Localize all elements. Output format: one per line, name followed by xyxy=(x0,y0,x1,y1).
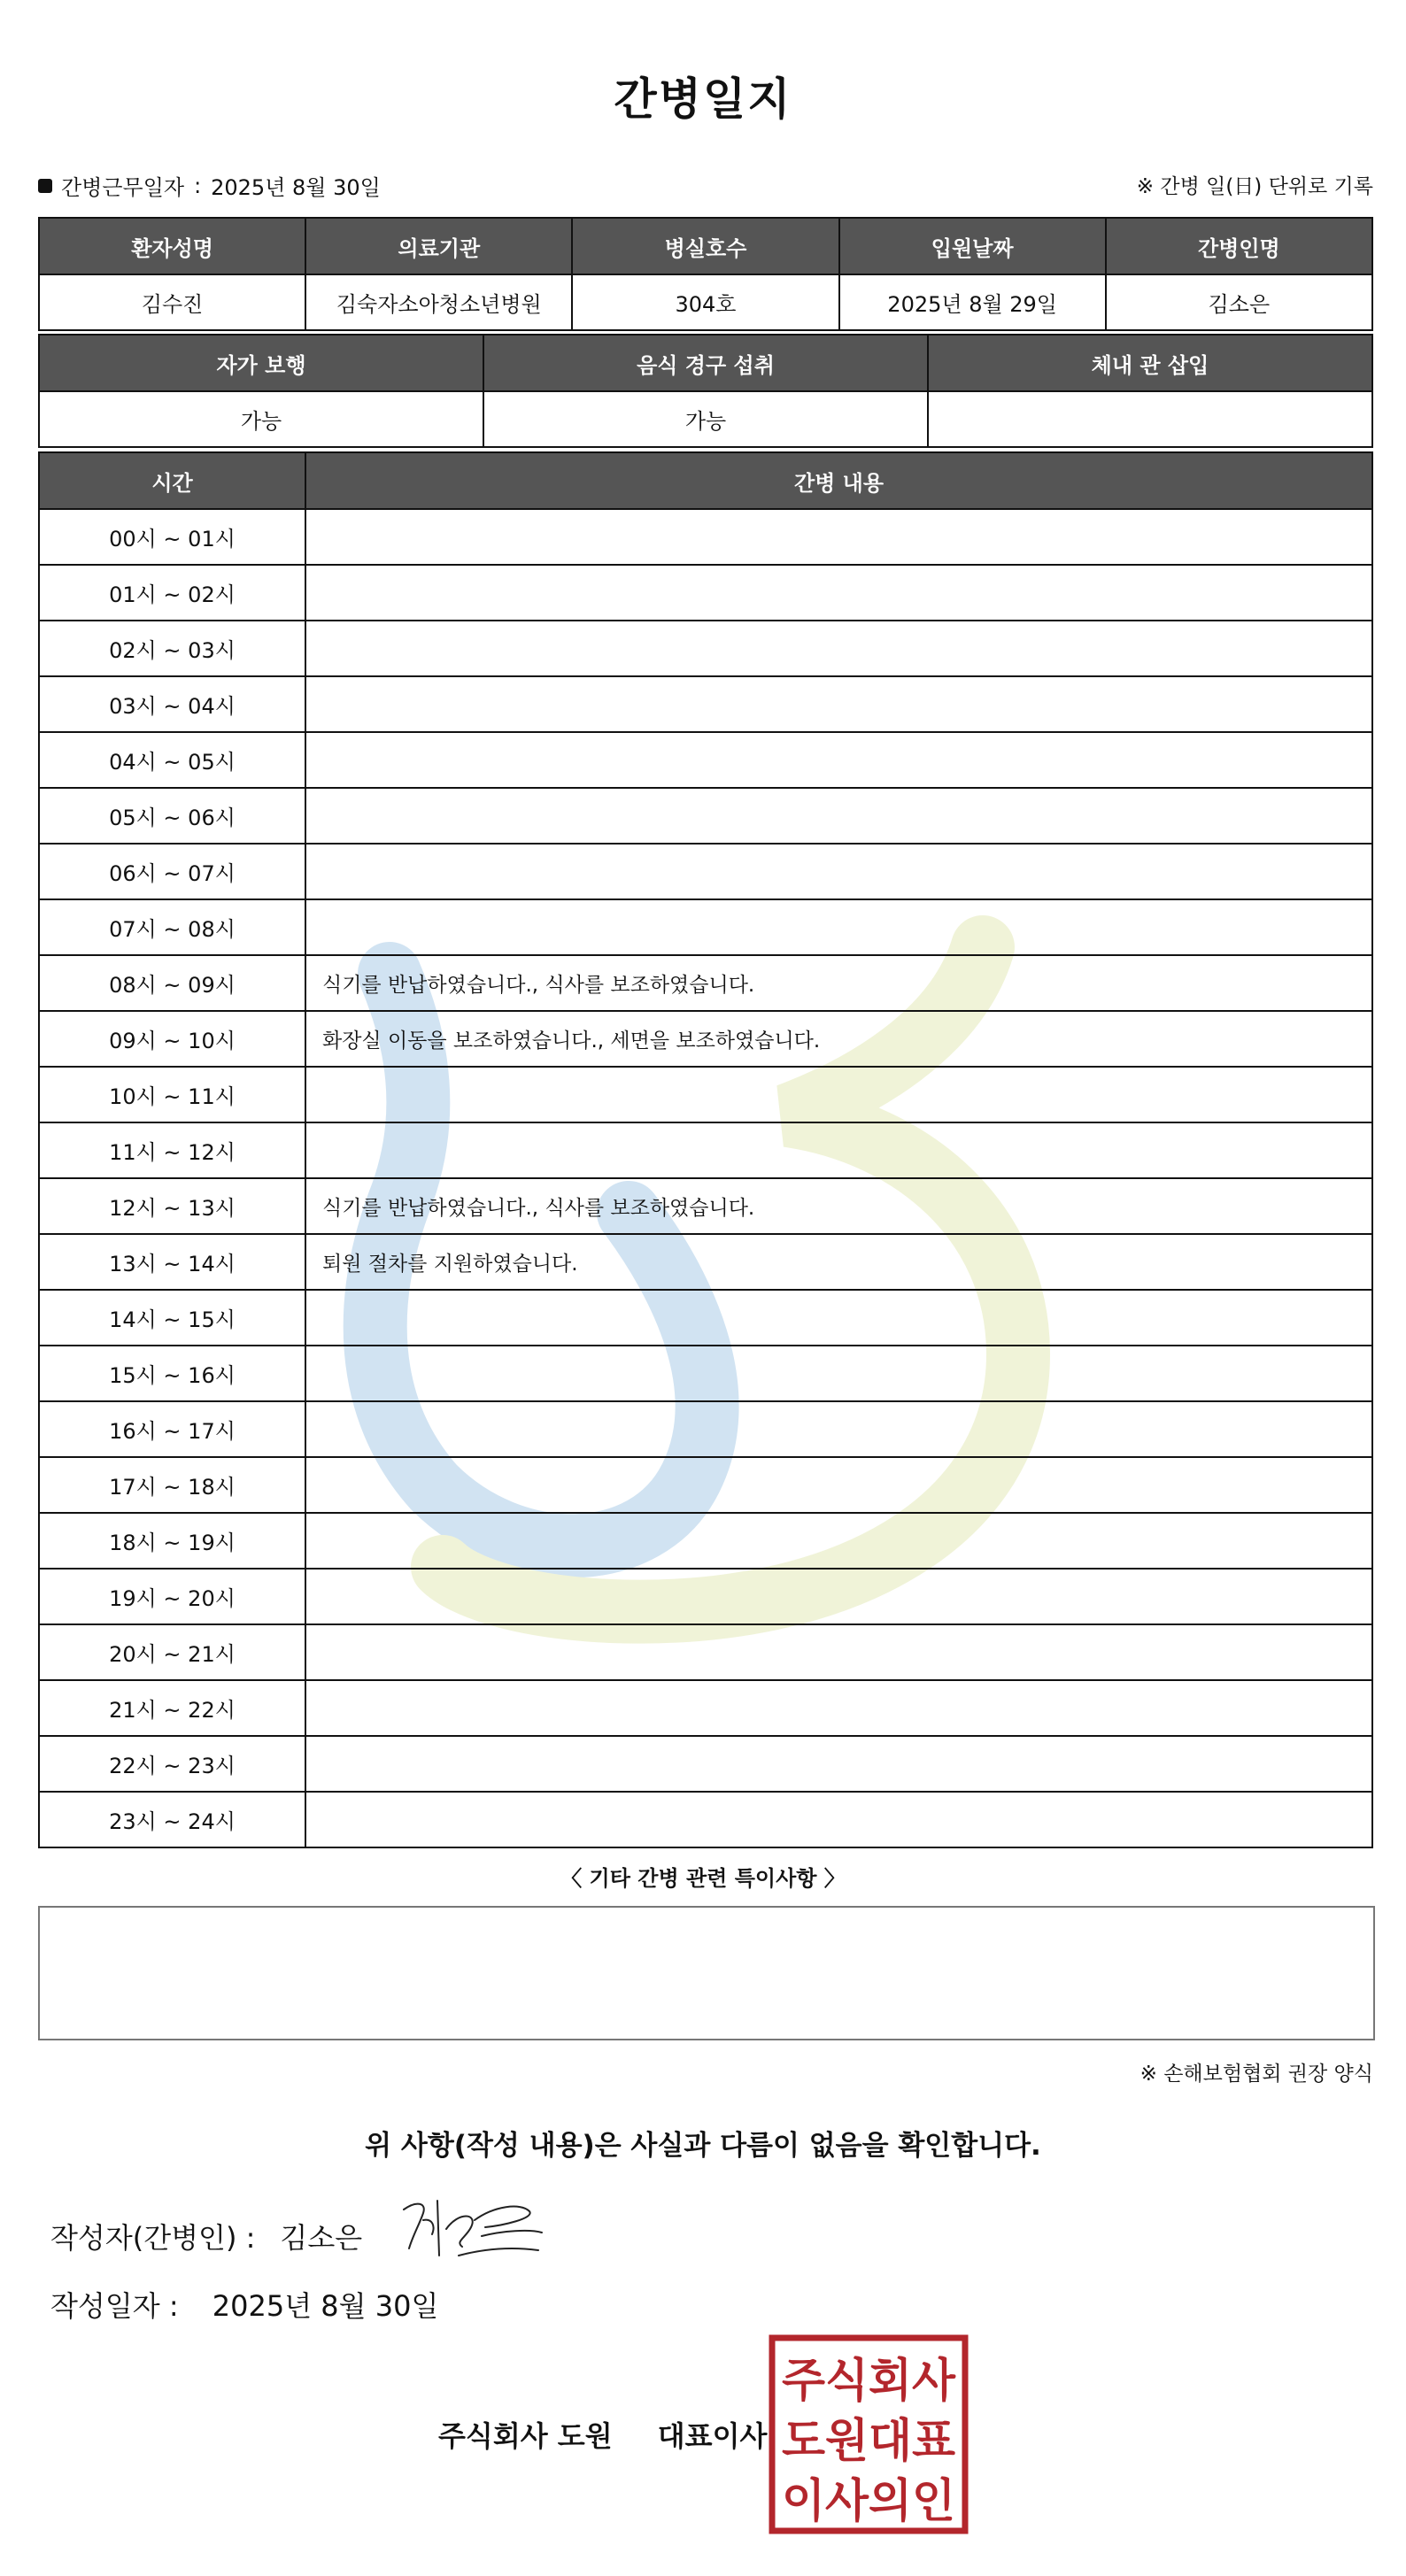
log-content-cell xyxy=(305,1122,1372,1178)
log-content-cell: 식기를 반납하였습니다., 식사를 보조하였습니다. xyxy=(305,1178,1372,1234)
log-time-cell: 07시 ~ 08시 xyxy=(39,899,305,955)
square-bullet-icon xyxy=(38,179,52,193)
caregiver-name: 김소은 xyxy=(1106,274,1372,330)
patient-status-table xyxy=(38,334,1373,448)
written-date-label: 작성일자 : xyxy=(50,2289,179,2323)
log-time-cell: 15시 ~ 16시 xyxy=(39,1346,305,1401)
table-row xyxy=(39,676,1372,732)
table-row xyxy=(39,788,1372,844)
log-time-cell: 20시 ~ 21시 xyxy=(39,1624,305,1680)
table-header-row xyxy=(39,452,1372,509)
special-notes-box xyxy=(38,1906,1375,2040)
log-content-cell xyxy=(305,1513,1372,1569)
header-admission-date: 입원날짜 xyxy=(839,218,1106,274)
log-content-cell xyxy=(305,1067,1372,1122)
header-tube-insertion: 체내 관 삽입 xyxy=(928,335,1372,391)
table-row xyxy=(39,1234,1372,1290)
table-header-row xyxy=(39,335,1372,391)
work-date xyxy=(38,170,381,201)
log-time-cell: 17시 ~ 18시 xyxy=(39,1457,305,1513)
header-self-walking: 자가 보행 xyxy=(39,335,483,391)
log-content-cell xyxy=(305,1736,1372,1792)
unit-note: ※ 간병 일(日) 단위로 기록 xyxy=(1136,175,1373,198)
hospital-name: 김숙자소아청소년병원 xyxy=(305,274,572,330)
confirmation-statement: 위 사항(작성 내용)은 사실과 다름이 없음을 확인합니다. xyxy=(365,2130,1041,2162)
patient-info-table xyxy=(38,217,1373,331)
log-time-cell: 16시 ~ 17시 xyxy=(39,1401,305,1457)
log-time-cell: 14시 ~ 15시 xyxy=(39,1290,305,1346)
representative-title: 대표이사 xyxy=(657,2419,768,2453)
special-notes-title: 〈 기타 간병 관련 특이사항 〉 xyxy=(560,1866,846,1891)
table-row xyxy=(39,1346,1372,1401)
table-row xyxy=(39,1011,1372,1067)
work-date-separator: : xyxy=(194,173,202,198)
log-content-cell xyxy=(305,1290,1372,1346)
log-content-cell xyxy=(305,1680,1372,1736)
log-content-cell xyxy=(305,788,1372,844)
log-content-cell xyxy=(305,1401,1372,1457)
writer-label: 작성자(간병인) : xyxy=(50,2221,256,2255)
log-content-cell xyxy=(305,732,1372,788)
log-content-cell xyxy=(305,565,1372,621)
log-content-cell: 화장실 이동을 보조하였습니다., 세면을 보조하였습니다. xyxy=(305,1011,1372,1067)
log-content-cell xyxy=(305,1346,1372,1401)
header-room: 병실호수 xyxy=(572,218,838,274)
table-row xyxy=(39,1513,1372,1569)
log-time-cell: 10시 ~ 11시 xyxy=(39,1067,305,1122)
log-content-cell xyxy=(305,899,1372,955)
table-row xyxy=(39,1569,1372,1624)
meta-row xyxy=(38,170,1373,202)
table-row xyxy=(39,1067,1372,1122)
header-time: 시간 xyxy=(39,452,305,509)
log-content-cell xyxy=(305,676,1372,732)
table-row xyxy=(39,1624,1372,1680)
log-time-cell: 06시 ~ 07시 xyxy=(39,844,305,899)
log-time-cell: 21시 ~ 22시 xyxy=(39,1680,305,1736)
table-row xyxy=(39,844,1372,899)
log-time-cell: 23시 ~ 24시 xyxy=(39,1792,305,1847)
log-content-cell xyxy=(305,1624,1372,1680)
log-content-cell: 퇴원 절차를 지원하였습니다. xyxy=(305,1234,1372,1290)
log-content-cell: 식기를 반납하였습니다., 식사를 보조하였습니다. xyxy=(305,955,1372,1011)
table-row xyxy=(39,274,1372,330)
log-time-cell: 01시 ~ 02시 xyxy=(39,565,305,621)
log-time-cell: 22시 ~ 23시 xyxy=(39,1736,305,1792)
tube-insertion-value xyxy=(928,391,1372,447)
writer-name: 김소은 xyxy=(280,2221,363,2255)
document-title: 간병일지 xyxy=(614,73,792,125)
log-content-cell xyxy=(305,621,1372,676)
company-name: 주식회사 도원 xyxy=(438,2419,613,2453)
table-row xyxy=(39,621,1372,676)
table-row xyxy=(39,1178,1372,1234)
writer-line xyxy=(50,2216,362,2256)
log-time-cell: 04시 ~ 05시 xyxy=(39,732,305,788)
log-time-cell: 03시 ~ 04시 xyxy=(39,676,305,732)
header-caregiver: 간병인명 xyxy=(1106,218,1372,274)
admission-date: 2025년 8월 29일 xyxy=(839,274,1106,330)
header-oral-intake: 음식 경구 섭취 xyxy=(483,335,928,391)
header-hospital: 의료기관 xyxy=(305,218,572,274)
table-header-row xyxy=(39,218,1372,274)
table-row xyxy=(39,899,1372,955)
seal-line-1: 주식회사 xyxy=(782,2355,956,2408)
log-time-cell: 08시 ~ 09시 xyxy=(39,955,305,1011)
self-walking-value: 가능 xyxy=(39,391,483,447)
log-time-cell: 12시 ~ 13시 xyxy=(39,1178,305,1234)
association-note: ※ 손해보험협회 권장 양식 xyxy=(1139,2063,1373,2086)
log-time-cell: 11시 ~ 12시 xyxy=(39,1122,305,1178)
table-row xyxy=(39,1290,1372,1346)
room-number: 304호 xyxy=(572,274,838,330)
log-time-cell: 18시 ~ 19시 xyxy=(39,1513,305,1569)
header-care-content: 간병 내용 xyxy=(305,452,1372,509)
work-date-label: 간병근무일자 xyxy=(61,175,185,200)
log-time-cell: 13시 ~ 14시 xyxy=(39,1234,305,1290)
company-signature-line xyxy=(438,2414,767,2455)
log-content-cell xyxy=(305,1792,1372,1847)
log-content-cell xyxy=(305,509,1372,565)
table-row xyxy=(39,1680,1372,1736)
written-date-value: 2025년 8월 30일 xyxy=(212,2289,439,2323)
log-content-cell xyxy=(305,1569,1372,1624)
table-row xyxy=(39,565,1372,621)
log-time-cell: 02시 ~ 03시 xyxy=(39,621,305,676)
table-row xyxy=(39,1122,1372,1178)
table-row xyxy=(39,1736,1372,1792)
patient-name: 김수진 xyxy=(39,274,305,330)
log-time-cell: 19시 ~ 20시 xyxy=(39,1569,305,1624)
table-row xyxy=(39,955,1372,1011)
oral-intake-value: 가능 xyxy=(483,391,928,447)
care-log-table xyxy=(38,451,1373,1848)
log-time-cell: 00시 ~ 01시 xyxy=(39,509,305,565)
company-seal-stamp xyxy=(769,2334,969,2534)
log-content-cell xyxy=(305,1457,1372,1513)
table-row xyxy=(39,1457,1372,1513)
header-patient-name: 환자성명 xyxy=(39,218,305,274)
table-row xyxy=(39,732,1372,788)
log-time-cell: 05시 ~ 06시 xyxy=(39,788,305,844)
log-time-cell: 09시 ~ 10시 xyxy=(39,1011,305,1067)
handwritten-signature xyxy=(397,2194,545,2266)
work-date-value: 2025년 8월 30일 xyxy=(211,175,381,200)
seal-line-2: 도원대표 xyxy=(782,2415,955,2468)
table-row xyxy=(39,1401,1372,1457)
seal-line-3: 이사의인 xyxy=(782,2475,955,2528)
table-row xyxy=(39,509,1372,565)
table-row xyxy=(39,391,1372,447)
table-row xyxy=(39,1792,1372,1847)
log-content-cell xyxy=(305,844,1372,899)
written-date-line xyxy=(50,2284,438,2325)
